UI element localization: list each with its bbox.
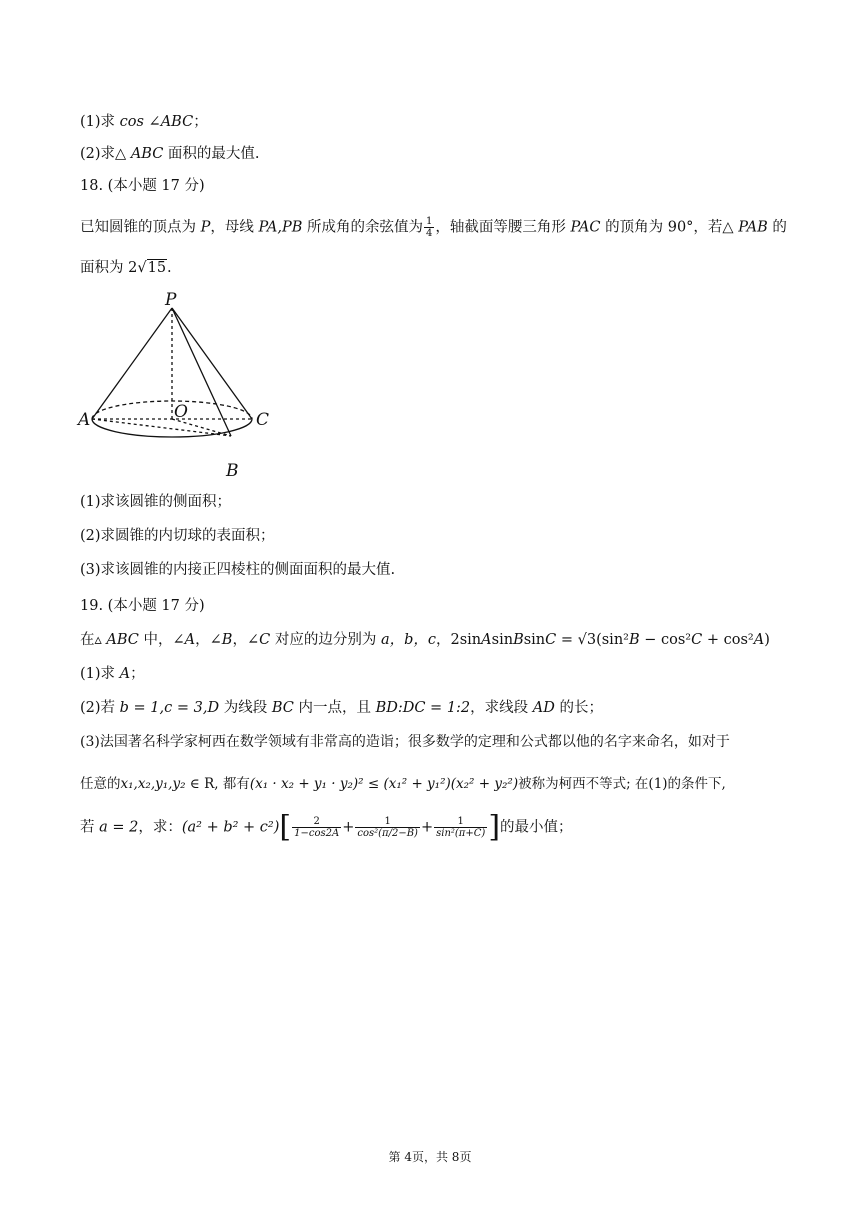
q19-part2-BC: BC <box>271 700 294 716</box>
label-C: C <box>256 410 270 430</box>
q19-frac1-den: 1−cos2A <box>294 828 340 839</box>
q18-header: 18. (本小题 17 分) <box>80 178 205 194</box>
q19-p3-l2-c: 被称为柯西不等式; 在(1)的条件下, <box>518 776 726 792</box>
q19-stem-eqB: B <box>513 632 524 648</box>
q19-stem-i: = √3(sin² <box>556 632 629 648</box>
q18-stem-e: 的顶角为 90°，若△ <box>600 219 739 236</box>
q19-frac2-den: cos²(π/2−B) <box>357 828 418 839</box>
q19-p3-l3-a: 若 <box>80 819 100 836</box>
q19-stem-C: C <box>259 632 271 648</box>
q19-p3-l3-expr: (a² + b² + c²) <box>181 819 280 836</box>
q18-stem-PAC: PAC <box>570 219 601 236</box>
q19-stem-ABC: ABC <box>106 632 139 648</box>
q18-stem-b: ，母线 <box>210 219 259 236</box>
q19-part1-A: A <box>119 666 131 682</box>
q19-stem-b: 中，∠ <box>138 632 185 648</box>
q17-part1 <box>80 112 208 132</box>
cone-figure <box>76 288 276 483</box>
edge-PA <box>92 308 172 419</box>
q19-part2-b: b = 1,c = 3,D <box>119 700 220 716</box>
q19-stem <box>80 630 770 650</box>
q19-p3-l2-ineq: (x₁ · x₂ + y₁ · y₂)² ≤ (x₁² + y₁²)(x₂² + y₂²) <box>249 776 519 792</box>
q18-frac-den: 4 <box>426 228 433 239</box>
q18-stem2-sqrt: 15 <box>147 260 167 276</box>
q19-stem-B: B <box>221 632 233 648</box>
q18-stem-line2 <box>80 258 172 278</box>
q19-frac2-num: 1 <box>355 816 420 828</box>
q17-part1-math: cos ∠ABC <box>119 114 194 130</box>
q19-frac2 <box>355 816 420 839</box>
q19-part1 <box>80 664 145 684</box>
label-P: P <box>165 290 177 310</box>
q18-part1: (1)求该圆锥的侧面积； <box>80 494 232 510</box>
q18-stem-P: P <box>200 219 211 236</box>
q19-frac3 <box>434 816 487 839</box>
right-bracket: ] <box>488 809 501 845</box>
q19-stem-j-C: C <box>691 632 703 648</box>
q19-part2-ratio: BD:DC = 1:2 <box>375 700 471 716</box>
q18-stem-c: 所成角的余弦值为 <box>302 219 424 236</box>
sqrt-symbol: √ <box>137 260 147 276</box>
q18-stem-a: 已知圆锥的顶点为 <box>80 219 201 236</box>
q18-frac-num: 1 <box>426 216 433 227</box>
page-footer: 第 4页，共 8页 <box>388 1150 472 1164</box>
q19-part3-line1: (3)法国著名科学家柯西在数学领域有非常高的造诣；很多数学的定理和公式都以他的名字来命名，如对于 <box>80 734 730 750</box>
q18-stem2-a: 面积为 2 <box>80 260 138 276</box>
q19-part3-line2 <box>80 774 726 794</box>
q17-part2 <box>80 144 260 164</box>
q19-stem-k-A: A <box>753 632 765 648</box>
q18-stem-line1 <box>80 216 787 239</box>
q19-p3-l3-b: ，求： <box>138 819 182 836</box>
q18-stem-PAPB: PA,PB <box>258 219 303 236</box>
q19-p3-l2-b: ∈ R, 都有 <box>185 776 250 792</box>
q19-stem-abc: a，b，c <box>380 632 436 648</box>
q18-stem-f: 的 <box>767 219 787 236</box>
q19-stem-k: + cos² <box>702 632 754 648</box>
q19-stem-A: A <box>184 632 196 648</box>
q18-stem-PAB: PAB <box>738 219 768 236</box>
q19-p3-l3-end: 的最小值； <box>500 819 573 836</box>
q18-stem-d: ，轴截面等腰三角形 <box>435 219 571 236</box>
q18-fraction <box>424 216 434 239</box>
q19-frac3-den: sin²(π+C) <box>436 828 486 839</box>
q19-frac1-num: 2 <box>292 816 341 828</box>
q19-part2-a: (2)若 <box>80 700 120 716</box>
q19-frac1 <box>292 816 341 839</box>
q17-part1-end: ； <box>193 114 208 130</box>
q19-stem-c: ，∠ <box>195 632 222 648</box>
q19-stem-e: 对应的边分别为 <box>270 632 381 648</box>
q18-part2: (2)求圆锥的内切球的表面积； <box>80 528 275 544</box>
q18-part3: (3)求该圆锥的内接正四棱柱的侧面面积的最大值. <box>80 562 396 578</box>
q19-header: 19. (本小题 17 分) <box>80 598 205 614</box>
q19-stem-h: sin <box>523 632 546 648</box>
q19-p3-l2-a: 任意的 <box>80 776 121 792</box>
q17-part2-math: ABC <box>130 146 164 162</box>
q19-part2-AD: AD <box>532 700 555 716</box>
q19-stem-j: − cos² <box>639 632 692 648</box>
q19-stem-eqA: A <box>481 632 492 648</box>
q19-frac3-num: 1 <box>434 816 487 828</box>
q17-part2-text: (2)求△ <box>80 146 131 162</box>
q17-part1-text: (1)求 <box>80 114 120 130</box>
q19-part2-f: 的长； <box>554 700 603 716</box>
label-O: O <box>174 402 188 422</box>
q17-part2-end: 面积的最大值. <box>163 146 260 162</box>
q19-stem-l: ) <box>764 632 770 648</box>
label-A: A <box>78 410 91 430</box>
q19-part2-c: 为线段 <box>219 700 272 716</box>
q19-stem-d: ，∠ <box>232 632 260 648</box>
q19-p3-l2-vars: x₁,x₂,y₁,y₂ <box>120 776 186 792</box>
q19-stem-a: 在▵ <box>80 632 107 648</box>
q19-part1-text: (1)求 <box>80 666 120 682</box>
q18-stem2-end: . <box>167 260 172 276</box>
q19-p3-l3-eq: a = 2 <box>99 819 139 836</box>
q19-stem-i-B: B <box>628 632 640 648</box>
q19-part2-d: 内一点，且 <box>293 700 376 716</box>
left-bracket: [ <box>279 809 292 845</box>
q19-stem-f: ，2sin <box>436 632 482 648</box>
q19-part3-line3: 若 a = 2，求：(a² + b² + c²)[ $\frac{2}{1-\cos 2A}$ + $\frac{1}{\text{cos²(π/2−B)}}$ + $\frac{1}{\text{sin²(π+C)}}$ ]的最小值； <box>80 809 573 845</box>
q19-part1-end: ； <box>130 666 145 682</box>
label-B: B <box>226 461 239 481</box>
q19-part2-e: ，求线段 <box>470 700 533 716</box>
q19-stem-eqC: C <box>545 632 557 648</box>
q19-stem-g: sin <box>491 632 514 648</box>
chord-AB <box>92 419 231 436</box>
q19-part2 <box>80 698 603 718</box>
